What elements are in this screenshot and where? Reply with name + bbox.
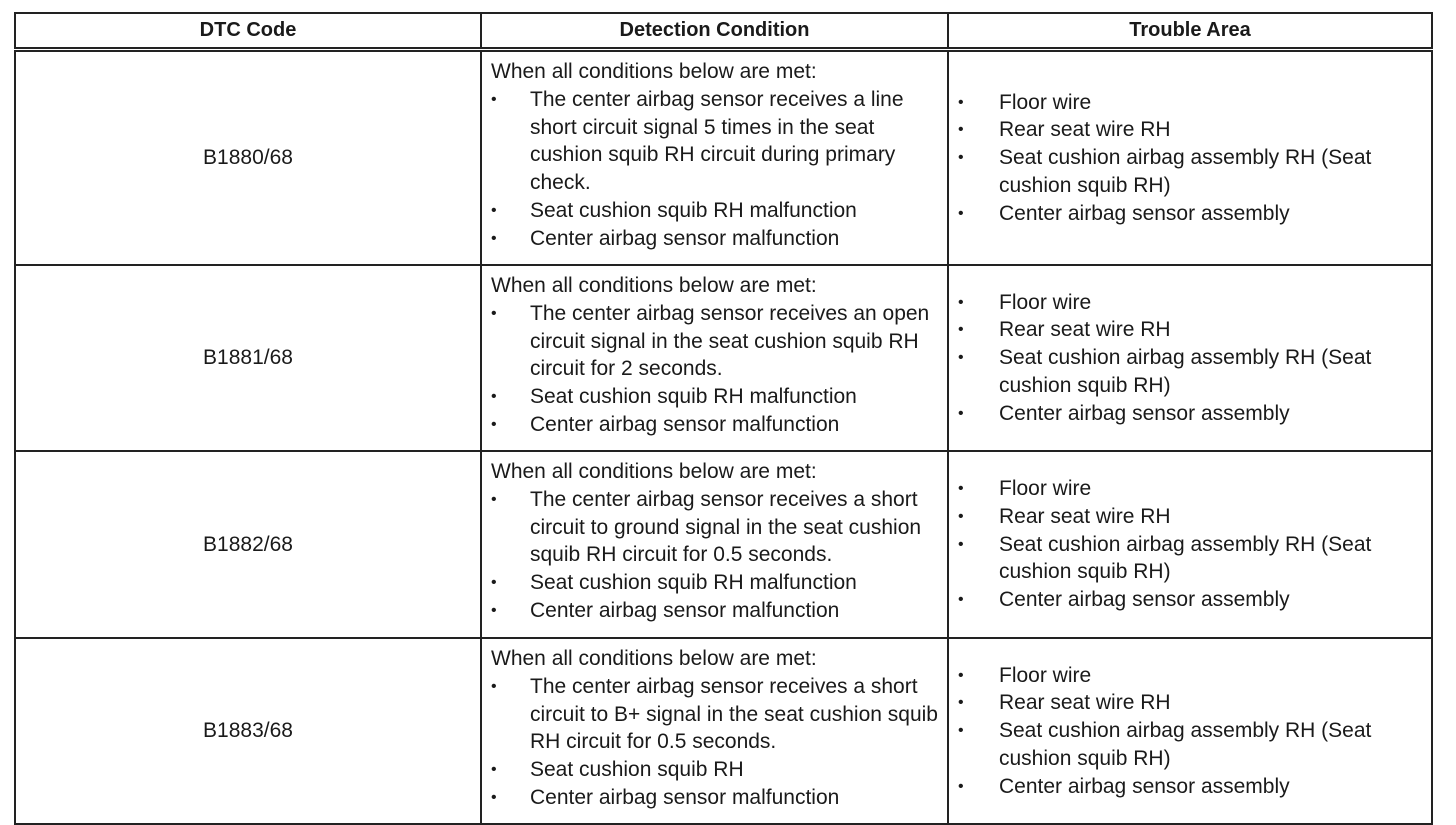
trouble-area-item: • Rear seat wire RH [958, 116, 1423, 144]
table-row [15, 451, 1432, 638]
detection-condition-cell [481, 638, 948, 824]
detection-condition-cell [481, 265, 948, 451]
header-detection-condition: Detection Condition [481, 13, 948, 50]
header-dtc-code: DTC Code [15, 13, 481, 50]
trouble-area-item: • Seat cushion airbag assembly RH (Seat cushion squib RH) [958, 717, 1423, 773]
trouble-area-item: • Center airbag sensor assembly [958, 200, 1423, 228]
trouble-area-item: • Floor wire [958, 89, 1423, 117]
table-row [15, 265, 1432, 451]
condition-item: • Seat cushion squib RH malfunction [491, 197, 939, 225]
condition-list [491, 486, 939, 625]
condition-item: • Center airbag sensor malfunction [491, 597, 939, 625]
detection-condition-cell [481, 451, 948, 638]
trouble-area-item: • Seat cushion airbag assembly RH (Seat cushion squib RH) [958, 531, 1423, 587]
condition-list [491, 86, 939, 253]
condition-item: • The center airbag sensor receives a line short circuit signal 5 times in the seat cushion squib RH circuit during primary check. [491, 86, 939, 197]
detection-condition-cell [481, 50, 948, 266]
trouble-area-list [958, 475, 1423, 614]
trouble-area-item: • Rear seat wire RH [958, 689, 1423, 717]
condition-intro: When all conditions below are met: [491, 274, 817, 297]
condition-item: • The center airbag sensor receives a short circuit to B+ signal in the seat cushion squib RH circuit for 0.5 seconds. [491, 673, 939, 756]
condition-list [491, 300, 939, 439]
condition-item: • Center airbag sensor malfunction [491, 225, 939, 253]
trouble-area-item: • Seat cushion airbag assembly RH (Seat cushion squib RH) [958, 144, 1423, 200]
table-body [15, 50, 1432, 825]
trouble-area-item: • Floor wire [958, 662, 1423, 690]
condition-item: • Center airbag sensor malfunction [491, 784, 939, 812]
trouble-area-cell [948, 50, 1432, 266]
trouble-area-item: • Floor wire [958, 289, 1423, 317]
table-header [15, 13, 1432, 50]
dtc-code-cell: B1882/68 [15, 451, 481, 638]
condition-item: • The center airbag sensor receives a short circuit to ground signal in the seat cushion squib RH circuit for 0.5 seconds. [491, 486, 939, 569]
trouble-area-item: • Center airbag sensor assembly [958, 586, 1423, 614]
dtc-code-cell: B1883/68 [15, 638, 481, 824]
condition-item: • The center airbag sensor receives an open circuit signal in the seat cushion squib RH circuit for 2 seconds. [491, 300, 939, 383]
condition-item: • Center airbag sensor malfunction [491, 411, 939, 439]
condition-intro: When all conditions below are met: [491, 647, 817, 670]
condition-item: • Seat cushion squib RH malfunction [491, 383, 939, 411]
trouble-area-cell [948, 638, 1432, 824]
condition-item: • Seat cushion squib RH [491, 756, 939, 784]
trouble-area-item: • Seat cushion airbag assembly RH (Seat cushion squib RH) [958, 344, 1423, 400]
dtc-table [14, 12, 1433, 825]
table-row [15, 638, 1432, 824]
condition-list [491, 673, 939, 812]
dtc-code-cell: B1881/68 [15, 265, 481, 451]
table-row [15, 50, 1432, 266]
trouble-area-item: • Floor wire [958, 475, 1423, 503]
condition-item: • Seat cushion squib RH malfunction [491, 569, 939, 597]
trouble-area-item: • Rear seat wire RH [958, 316, 1423, 344]
trouble-area-list [958, 89, 1423, 228]
header-row [15, 13, 1432, 50]
condition-intro: When all conditions below are met: [491, 460, 817, 483]
condition-intro: When all conditions below are met: [491, 60, 817, 83]
trouble-area-list [958, 662, 1423, 801]
trouble-area-cell [948, 265, 1432, 451]
trouble-area-item: • Rear seat wire RH [958, 503, 1423, 531]
trouble-area-list [958, 289, 1423, 428]
trouble-area-item: • Center airbag sensor assembly [958, 400, 1423, 428]
trouble-area-cell [948, 451, 1432, 638]
dtc-code-cell: B1880/68 [15, 50, 481, 266]
trouble-area-item: • Center airbag sensor assembly [958, 773, 1423, 801]
header-trouble-area: Trouble Area [948, 13, 1432, 50]
